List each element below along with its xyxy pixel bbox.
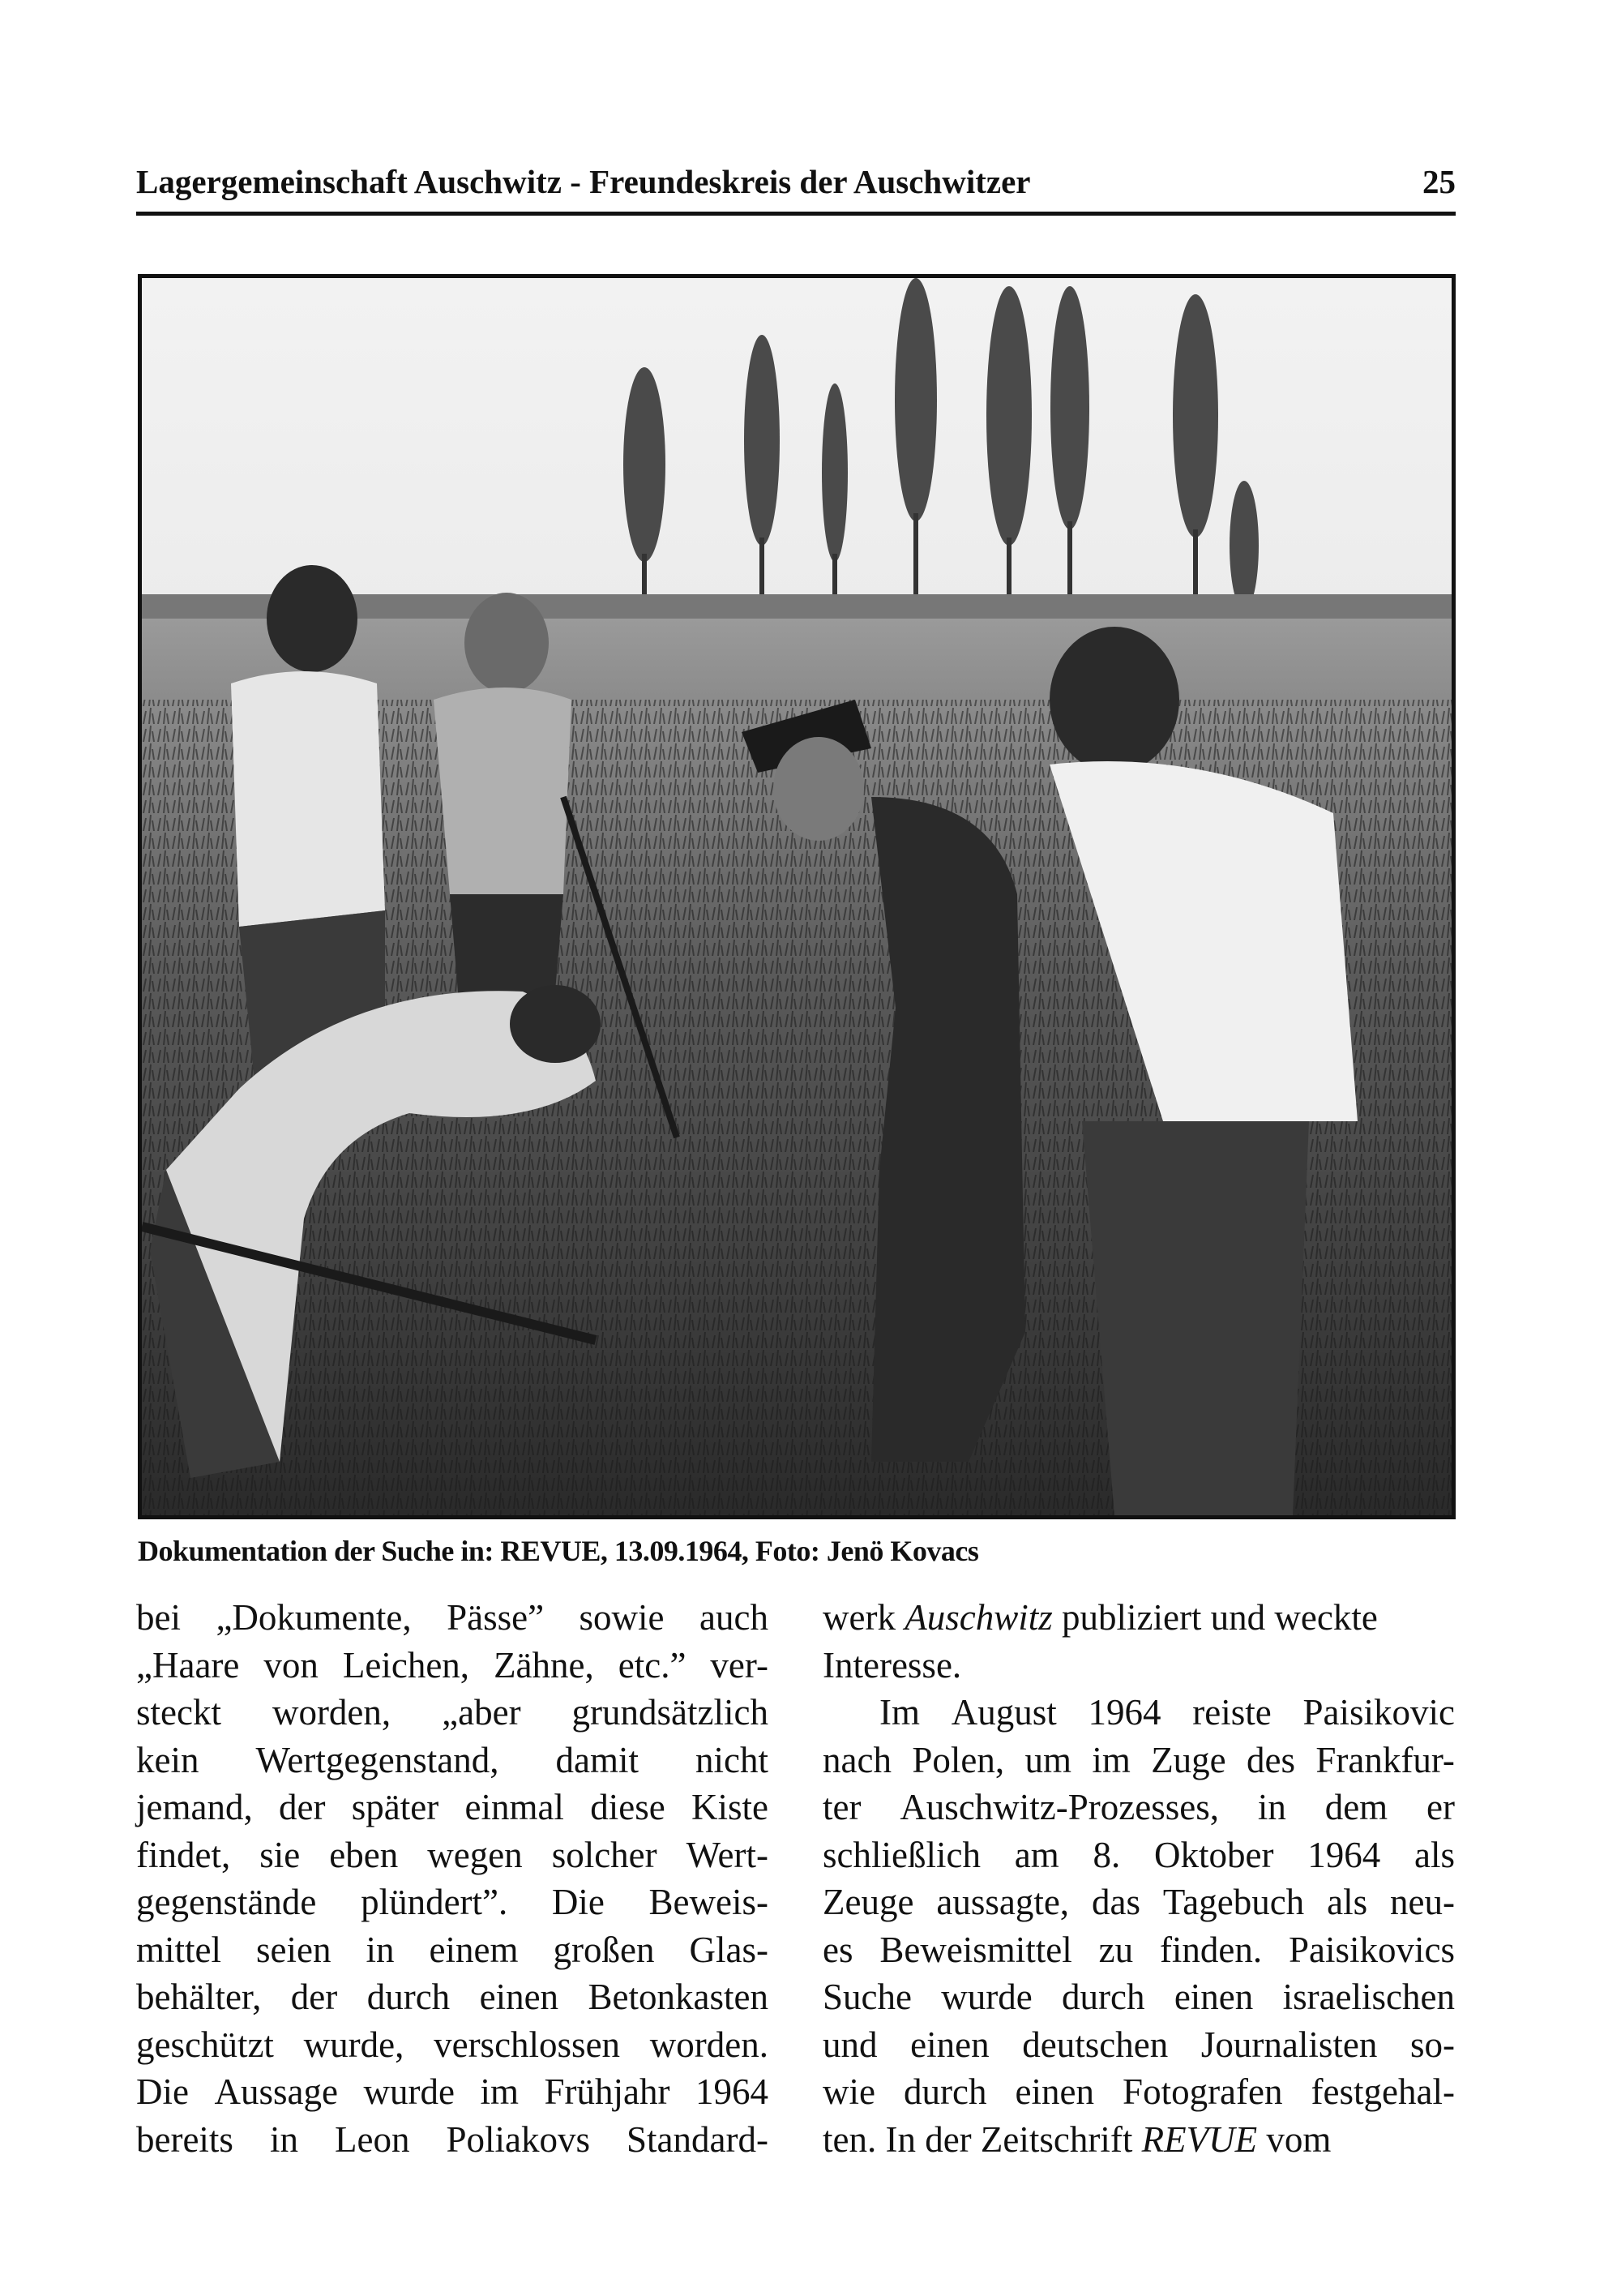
word: um [1024, 1739, 1071, 1780]
word: Im [879, 1692, 920, 1733]
running-header [136, 162, 1456, 201]
text-line [823, 2021, 1455, 2069]
text-line [823, 1784, 1455, 1831]
word: August [951, 1692, 1057, 1733]
word: Glas- [689, 1929, 768, 1970]
word: sowie [579, 1597, 665, 1638]
word: dem [1324, 1787, 1388, 1827]
word: Paisikovic [1302, 1692, 1455, 1733]
word: Die [551, 1882, 605, 1922]
word: solcher [551, 1834, 657, 1875]
word: von [263, 1644, 319, 1686]
word: 1964 [1088, 1692, 1161, 1733]
word: Zuge [1151, 1739, 1226, 1780]
word: einen [1174, 1977, 1254, 2017]
text-line [823, 2068, 1455, 2116]
word: am [1014, 1834, 1059, 1875]
word: ter [823, 1787, 862, 1827]
word: wegen [427, 1834, 523, 1875]
word: Leon [335, 2118, 410, 2160]
word: der [290, 1977, 338, 2017]
word: Paisikovics [1288, 1929, 1455, 1970]
word: durch [904, 2071, 987, 2112]
historical-photo [138, 274, 1456, 1519]
word: Oktober [1153, 1834, 1274, 1875]
word: „Dokumente, [216, 1597, 412, 1638]
text-line [136, 2116, 768, 2164]
word: mittel [136, 1929, 221, 1970]
text-line [823, 1973, 1455, 2021]
text-segment: vom [1257, 2118, 1332, 2160]
page-number: 25 [1422, 163, 1456, 200]
text-line [136, 1594, 768, 1642]
word: einem [429, 1929, 519, 1970]
word: Aussage [214, 2071, 338, 2112]
word: „aber [442, 1692, 521, 1733]
word: Zeuge [823, 1882, 914, 1922]
word: sie [259, 1834, 301, 1875]
text-line [136, 1973, 768, 2021]
word: kein [136, 1739, 199, 1780]
text-line [823, 1831, 1455, 1879]
word: Journalisten [1200, 2024, 1378, 2065]
word: so- [1409, 2024, 1455, 2065]
word: im [480, 2071, 519, 2112]
book-title: Auschwitz [905, 1597, 1053, 1638]
word: worden. [649, 2024, 768, 2065]
word: gegenstände [136, 1882, 317, 1922]
text-line [823, 1737, 1455, 1784]
word: einen [1015, 2071, 1094, 2112]
word: er [1426, 1787, 1455, 1827]
text-line [136, 1689, 768, 1737]
word: damit [555, 1739, 639, 1780]
word: später [351, 1787, 439, 1827]
word: etc.” [618, 1644, 686, 1686]
word: schließlich [823, 1834, 981, 1875]
word: Suche [823, 1977, 912, 2017]
word: aussagte, [936, 1882, 1070, 1922]
word: nach [823, 1739, 892, 1780]
text-line [136, 1831, 768, 1879]
photo-illustration [142, 278, 1452, 1515]
word: 8. [1093, 1834, 1121, 1875]
word: Kiste [691, 1787, 768, 1827]
word: worden, [272, 1692, 391, 1733]
word: Frühjahr [544, 2071, 670, 2112]
word: Wert- [686, 1834, 768, 1875]
photo-caption: Dokumentation der Suche in: REVUE, 13.09.1964, Foto: Jenö Kovacs [138, 1535, 979, 1567]
word: Wertgegenstand, [255, 1739, 499, 1780]
text-line [136, 1878, 768, 1926]
text-line [823, 1926, 1455, 1974]
word: seien [256, 1929, 331, 1970]
word: als [1327, 1882, 1368, 1922]
magazine-title: REVUE [1141, 2118, 1258, 2160]
word: Frankfur- [1315, 1739, 1455, 1780]
word: Betonkasten [588, 1977, 768, 2017]
text-segment: publiziert und weckte [1052, 1597, 1378, 1638]
text-line-content: Interesse. [823, 1644, 962, 1686]
word: Tagebuch [1162, 1882, 1305, 1922]
word: des [1247, 1739, 1296, 1780]
word: 1964 [695, 2071, 768, 2112]
word: jemand, [136, 1787, 253, 1827]
word: es [823, 1929, 853, 1970]
text-line [823, 1689, 1455, 1737]
word: grundsätzlich [571, 1692, 768, 1733]
word: in [1257, 1787, 1286, 1827]
word: israelischen [1282, 1977, 1455, 2017]
word: 1964 [1307, 1834, 1381, 1875]
word: zu [1098, 1929, 1134, 1970]
word: wurde [941, 1977, 1033, 2017]
word: Poliakovs [446, 2118, 591, 2160]
word: verschlossen [434, 2024, 621, 2065]
word: im [1092, 1739, 1131, 1780]
word: plündert”. [361, 1882, 508, 1922]
word: festgehal- [1311, 2071, 1455, 2112]
word: in [366, 1929, 395, 1970]
word: geschützt [136, 2024, 274, 2065]
text-line [823, 1594, 1455, 1642]
text-line [136, 2021, 768, 2069]
right-column [823, 1594, 1455, 2163]
word: Zähne, [494, 1644, 594, 1686]
text-line [823, 2116, 1455, 2164]
word: das [1091, 1882, 1140, 1922]
word: einen [910, 2024, 990, 2065]
word: Fotografen [1123, 2071, 1283, 2112]
word: Standard- [627, 2118, 768, 2160]
word: Auschwitz-Prozesses, [900, 1787, 1219, 1827]
word: als [1414, 1834, 1455, 1875]
word: finden. [1159, 1929, 1263, 1970]
word: Pässe” [447, 1597, 545, 1638]
text-line [823, 1642, 1455, 1690]
word: Die [136, 2071, 189, 2112]
word: in [269, 2118, 298, 2160]
word: eben [329, 1834, 399, 1875]
text-line [136, 2068, 768, 2116]
word: bei [136, 1597, 181, 1638]
word: diese [590, 1787, 665, 1827]
word: durch [366, 1977, 451, 2017]
word: bereits [136, 2118, 233, 2160]
word: Polen, [912, 1739, 1005, 1780]
header-rule [136, 212, 1456, 216]
word: ver- [710, 1644, 768, 1686]
word: Beweis- [648, 1882, 768, 1922]
word: und [823, 2024, 878, 2065]
word: deutschen [1022, 2024, 1169, 2065]
text-line [136, 1737, 768, 1784]
word: reiste [1192, 1692, 1272, 1733]
word: der [278, 1787, 326, 1827]
word: einmal [464, 1787, 564, 1827]
text-line [136, 1642, 768, 1690]
word: wurde, [303, 2024, 404, 2065]
word: Beweismittel [879, 1929, 1072, 1970]
word: behälter, [136, 1977, 262, 2017]
text-segment: ten. In der Zeitschrift [823, 2118, 1142, 2160]
word: wie [823, 2071, 875, 2112]
word: auch [699, 1597, 768, 1638]
word: „Haare [136, 1644, 240, 1686]
word: steckt [136, 1692, 221, 1733]
word: großen [553, 1929, 655, 1970]
text-line [136, 1784, 768, 1831]
text-segment: werk [823, 1597, 905, 1638]
text-line-content [823, 2116, 1331, 2164]
word: einen [479, 1977, 559, 2017]
left-column [136, 1594, 768, 2163]
word: Leichen, [342, 1644, 470, 1686]
word: neu- [1390, 1882, 1455, 1922]
word: nicht [695, 1739, 768, 1780]
text-line [823, 1878, 1455, 1926]
word: durch [1062, 1977, 1145, 2017]
word: wurde [363, 2071, 455, 2112]
text-line [136, 1926, 768, 1974]
word: findet, [136, 1834, 231, 1875]
text-line-content [823, 1594, 1378, 1642]
header-title: Lagergemeinschaft Auschwitz - Freundeskreis der Auschwitzer [136, 163, 1031, 200]
